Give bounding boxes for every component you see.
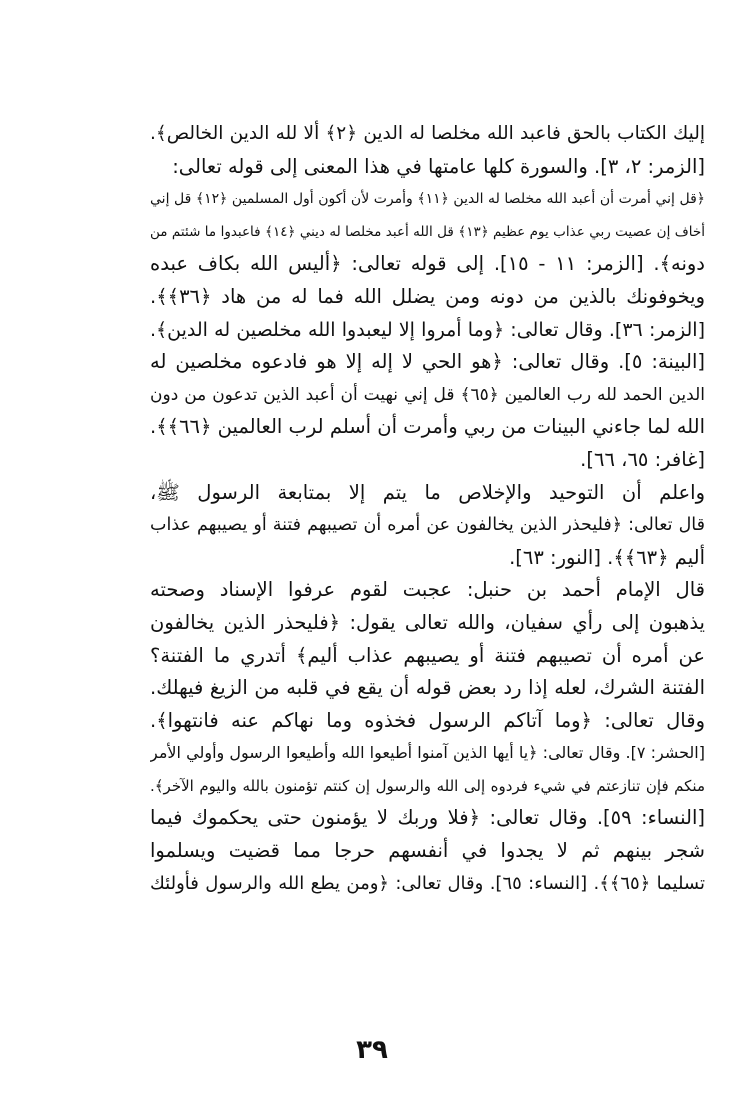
text-line: الدين الحمد لله رب العالمين ﴿٦٥﴾ قل إني نهيت أن أعبد الذين تدعون من دون — [150, 384, 705, 405]
text-line: وقال تعالى: ﴿وما آتاكم الرسول فخذوه وما نهاكم عنه فانتهوا﴾. — [150, 708, 705, 732]
page-number: ٣٩ — [356, 1035, 388, 1065]
text-line: دونه﴾. [الزمر: ١١ - ١٥]. إلى قوله تعالى: ﴿أليس الله بكاف عبده — [150, 252, 705, 276]
text-line: قال تعالى: ﴿فليحذر الذين يخالفون عن أمره أن تصيبهم فتنة أو يصيبهم عذاب — [150, 515, 705, 536]
text-line: شجر بينهم ثم لا يجدوا في أنفسهم حرجا مما قضيت ويسلموا — [150, 839, 705, 863]
text-line: [النساء: ٥٩]. وقال تعالى: ﴿فلا وربك لا يؤمنون حتى يحكموك فيما — [150, 806, 705, 830]
text-line: [الحشر: ٧]. وقال تعالى: ﴿يا أيها الذين آمنوا أطيعوا الله وأطيعوا الرسول وأولي الأمر — [150, 743, 705, 763]
text-line: منكم فإن تنازعتم في شيء فردوه إلى الله والرسول إن كنتم تؤمنون بالله واليوم الآخر﴾. — [150, 776, 705, 795]
text-line: يذهبون إلى رأي سفيان، والله تعالى يقول: ﴿فليحذر الذين يخالفون — [150, 610, 705, 634]
text-line: الفتنة الشرك، لعله إذا رد بعض قوله أن يقع في قلبه من الزيغ فيهلك. — [150, 676, 705, 700]
text-line: قال الإمام أحمد بن حنبل: عجبت لقوم عرفوا الإسناد وصحته — [150, 578, 705, 602]
text-line: أخاف إن عصيت ربي عذاب يوم عظيم ﴿١٣﴾ قل الله أعبد مخلصا له ديني ﴿١٤﴾ فاعبدوا ما شئتم من — [150, 223, 705, 240]
text-line: ﴿قل إني أمرت أن أعبد الله مخلصا له الدين ﴿١١﴾ وأمرت لأن أكون أول المسلمين ﴿١٢﴾ قل إني — [150, 191, 705, 208]
text-line: ويخوفونك بالذين من دونه ومن يضلل الله فما له من هاد ﴿٣٦﴾﴾. — [150, 284, 705, 308]
text-line: [البينة: ٥]. وقال تعالى: ﴿هو الحي لا إله إلا هو فادعوه مخلصين له — [150, 350, 705, 374]
text-line: [الزمر: ٢، ٣]. والسورة كلها عامتها في هذا المعنى إلى قوله تعالى: — [172, 154, 705, 178]
text-line: [الزمر: ٣٦]. وقال تعالى: ﴿وما أمروا إلا ليعبدوا الله مخلصين له الدين﴾. — [150, 318, 705, 341]
text-line: الله لما جاءني البينات من ربي وأمرت أن أسلم لرب العالمين ﴿٦٦﴾﴾. — [150, 415, 705, 439]
page-body-text — [150, 118, 705, 900]
text-line: [غافر: ٦٥، ٦٦]. — [580, 447, 705, 471]
text-line: واعلم أن التوحيد والإخلاص ما يتم إلا بمتابعة الرسول ﷺ، — [150, 480, 705, 504]
text-line: تسليما ﴿٦٥﴾﴾. [النساء: ٦٥]. وقال تعالى: ﴿ومن يطع الله والرسول فأولئك — [150, 872, 705, 894]
text-line: إليك الكتاب بالحق فاعبد الله مخلصا له الدين ﴿٢﴾ ألا لله الدين الخالص﴾. — [150, 123, 705, 144]
text-line: أليم ﴿٦٣﴾﴾. [النور: ٦٣]. — [509, 545, 705, 569]
text-line: عن أمره أن تصيبهم فتنة أو يصيبهم عذاب أليم﴾ أتدري ما الفتنة؟ — [150, 643, 705, 667]
